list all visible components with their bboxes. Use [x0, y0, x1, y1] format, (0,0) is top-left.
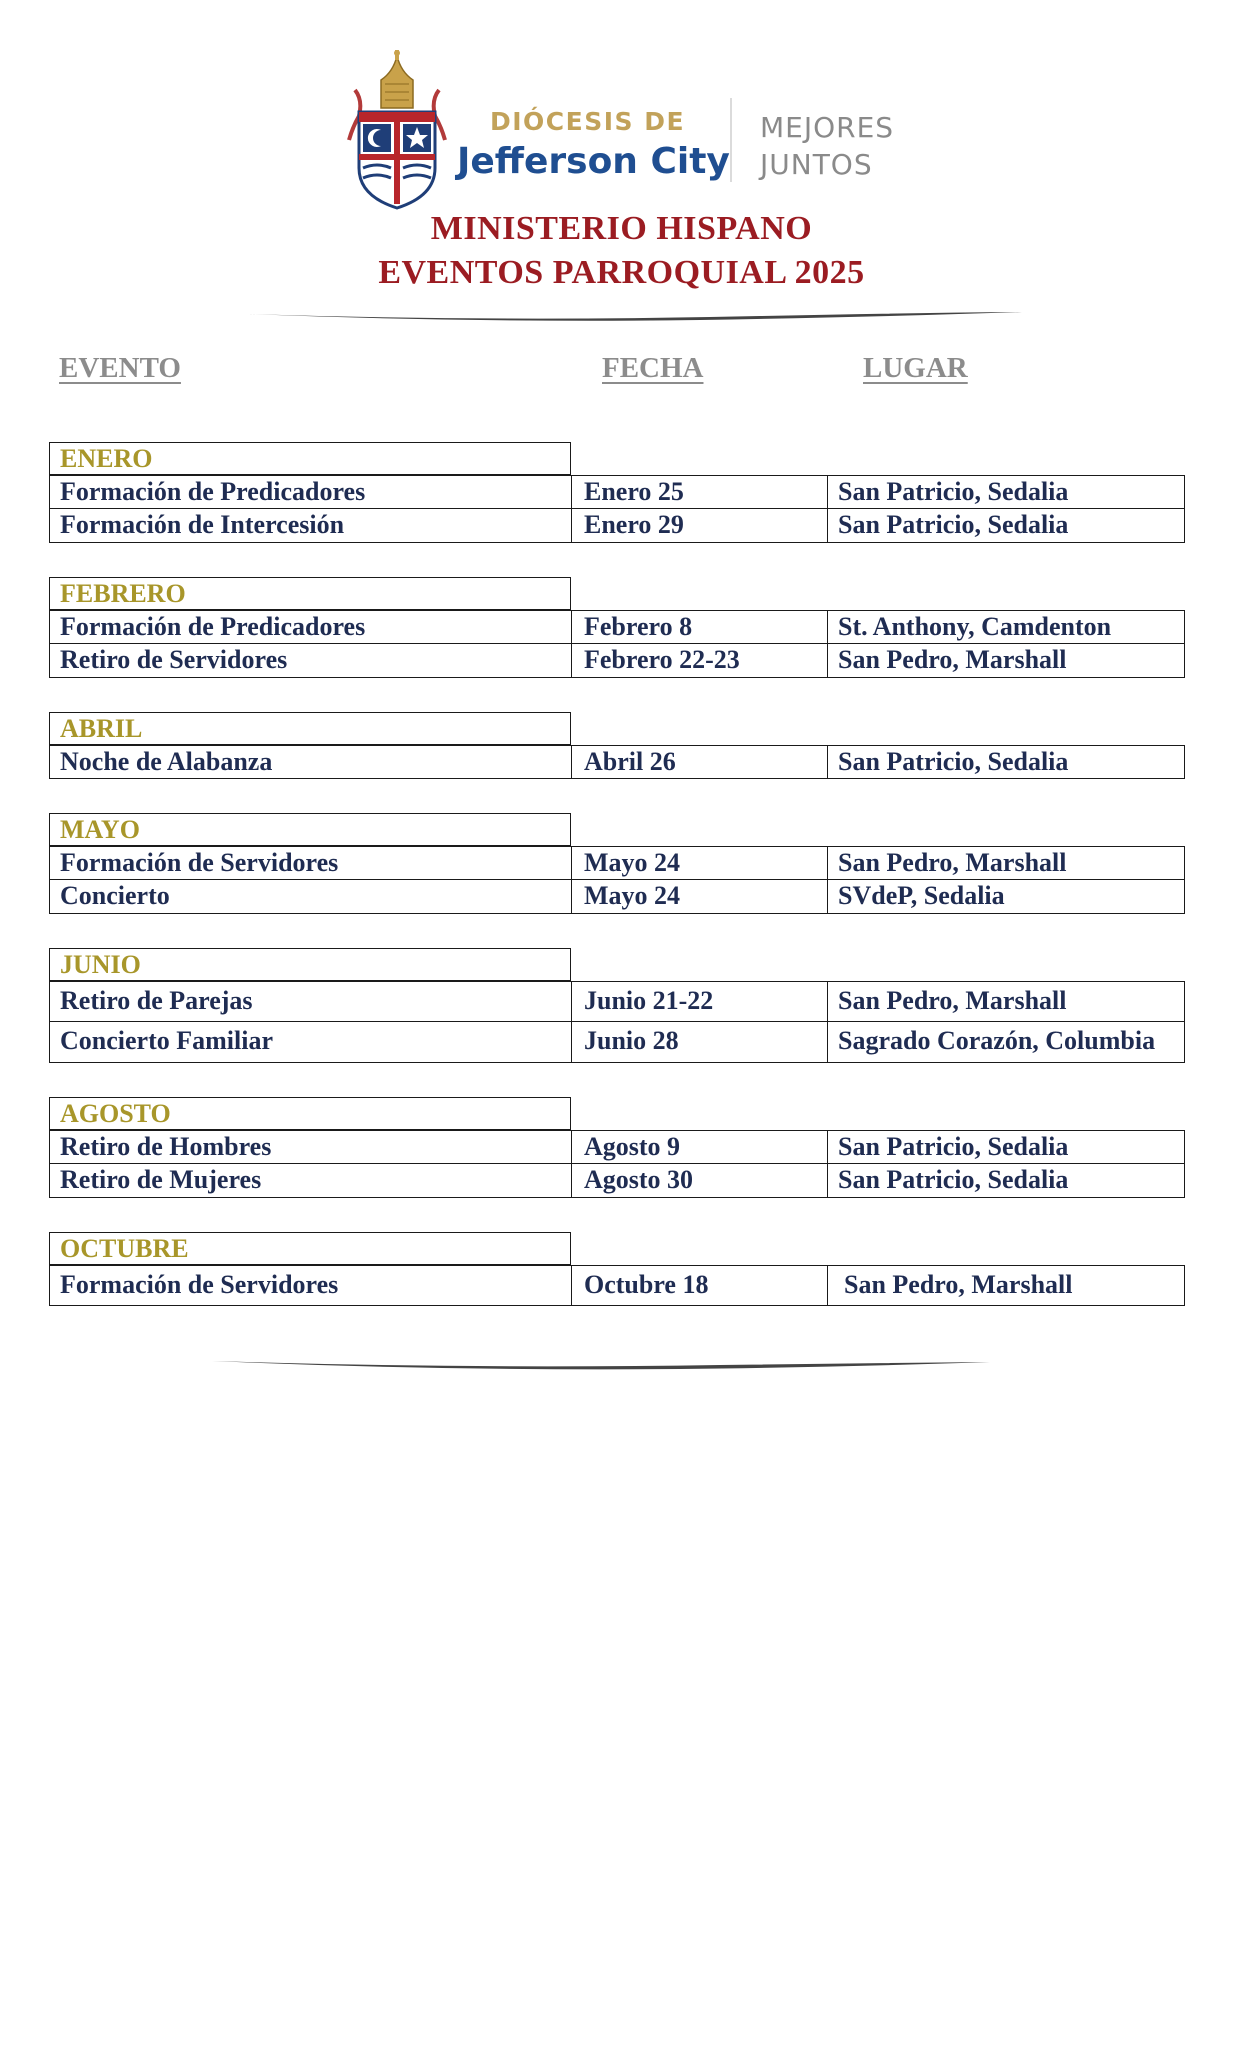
column-header-place: LUGAR — [863, 352, 968, 384]
event-name: Retiro de Parejas — [50, 982, 572, 1021]
month-label: AGOSTO — [49, 1097, 571, 1130]
event-place: San Pedro, Marshall — [838, 986, 1067, 1015]
org-name: Jefferson City — [457, 141, 730, 182]
top-divider — [0, 304, 1243, 324]
event-place: Sagrado Corazón, Columbia — [838, 1026, 1156, 1055]
month-block — [49, 442, 1185, 543]
event-date: Abril 26 — [572, 746, 828, 778]
event-schedule — [49, 442, 1185, 1340]
event-place: San Pedro, Marshall — [844, 1270, 1073, 1299]
month-label: OCTUBRE — [49, 1232, 571, 1265]
month-label: FEBRERO — [49, 577, 571, 610]
event-date: Febrero 8 — [572, 611, 828, 643]
event-place: San Patricio, Sedalia — [838, 477, 1069, 506]
event-row — [49, 745, 1185, 779]
event-place: SVdeP, Sedalia — [838, 881, 1005, 910]
month-label: ENERO — [49, 442, 571, 475]
month-block — [49, 1232, 1185, 1306]
event-date: Octubre 18 — [572, 1266, 828, 1305]
event-date: Agosto 9 — [572, 1131, 828, 1163]
event-name: Retiro de Servidores — [50, 644, 572, 677]
tagline-line-2: JUNTOS — [760, 148, 873, 181]
bottom-divider — [0, 1353, 1243, 1373]
event-name: Noche de Alabanza — [50, 746, 572, 778]
event-row — [49, 1022, 1185, 1063]
event-row — [49, 509, 1185, 543]
diocese-crest-icon — [349, 50, 445, 208]
event-place: San Pedro, Marshall — [838, 848, 1067, 877]
event-place: San Patricio, Sedalia — [838, 747, 1069, 776]
event-date: Enero 25 — [572, 476, 828, 508]
event-date: Mayo 24 — [572, 880, 828, 913]
event-row — [49, 1164, 1185, 1198]
event-row — [49, 1265, 1185, 1306]
month-block — [49, 813, 1185, 914]
month-label: JUNIO — [49, 948, 571, 981]
event-row — [49, 880, 1185, 914]
month-label: ABRIL — [49, 712, 571, 745]
event-name: Retiro de Hombres — [50, 1131, 572, 1163]
event-place: San Patricio, Sedalia — [838, 1132, 1069, 1161]
event-row — [49, 1130, 1185, 1164]
month-block — [49, 1097, 1185, 1198]
event-name: Formación de Intercesión — [50, 509, 572, 542]
event-place: San Patricio, Sedalia — [838, 1165, 1069, 1194]
month-block — [49, 948, 1185, 1063]
event-row — [49, 981, 1185, 1022]
month-label: MAYO — [49, 813, 571, 846]
event-name: Formación de Predicadores — [50, 476, 572, 508]
event-name: Concierto Familiar — [50, 1022, 572, 1062]
event-row — [49, 475, 1185, 509]
event-row — [49, 610, 1185, 644]
event-name: Formación de Servidores — [50, 847, 572, 879]
title-line-1: MINISTERIO HISPANO — [430, 210, 813, 247]
month-block — [49, 712, 1185, 779]
diocese-logo — [345, 50, 905, 210]
event-place: St. Anthony, Camdenton — [838, 612, 1112, 641]
column-header-date: FECHA — [602, 352, 704, 384]
event-date: Enero 29 — [572, 509, 828, 542]
event-date: Junio 21-22 — [572, 982, 828, 1021]
event-name: Retiro de Mujeres — [50, 1164, 572, 1197]
title-line-2: EVENTOS PARROQUIAL 2025 — [378, 254, 865, 291]
event-name: Concierto — [50, 880, 572, 913]
event-date: Mayo 24 — [572, 847, 828, 879]
event-name: Formación de Predicadores — [50, 611, 572, 643]
org-prefix: DIÓCESIS DE — [490, 107, 686, 136]
event-name: Formación de Servidores — [50, 1266, 572, 1305]
event-place: San Patricio, Sedalia — [838, 510, 1069, 539]
event-date: Agosto 30 — [572, 1164, 828, 1197]
tagline-line-1: MEJORES — [760, 111, 895, 144]
event-row — [49, 644, 1185, 678]
event-row — [49, 846, 1185, 880]
column-header-event: EVENTO — [59, 352, 181, 384]
event-place: San Pedro, Marshall — [838, 645, 1067, 674]
event-date: Febrero 22-23 — [572, 644, 828, 677]
month-block — [49, 577, 1185, 678]
event-date: Junio 28 — [572, 1022, 828, 1062]
